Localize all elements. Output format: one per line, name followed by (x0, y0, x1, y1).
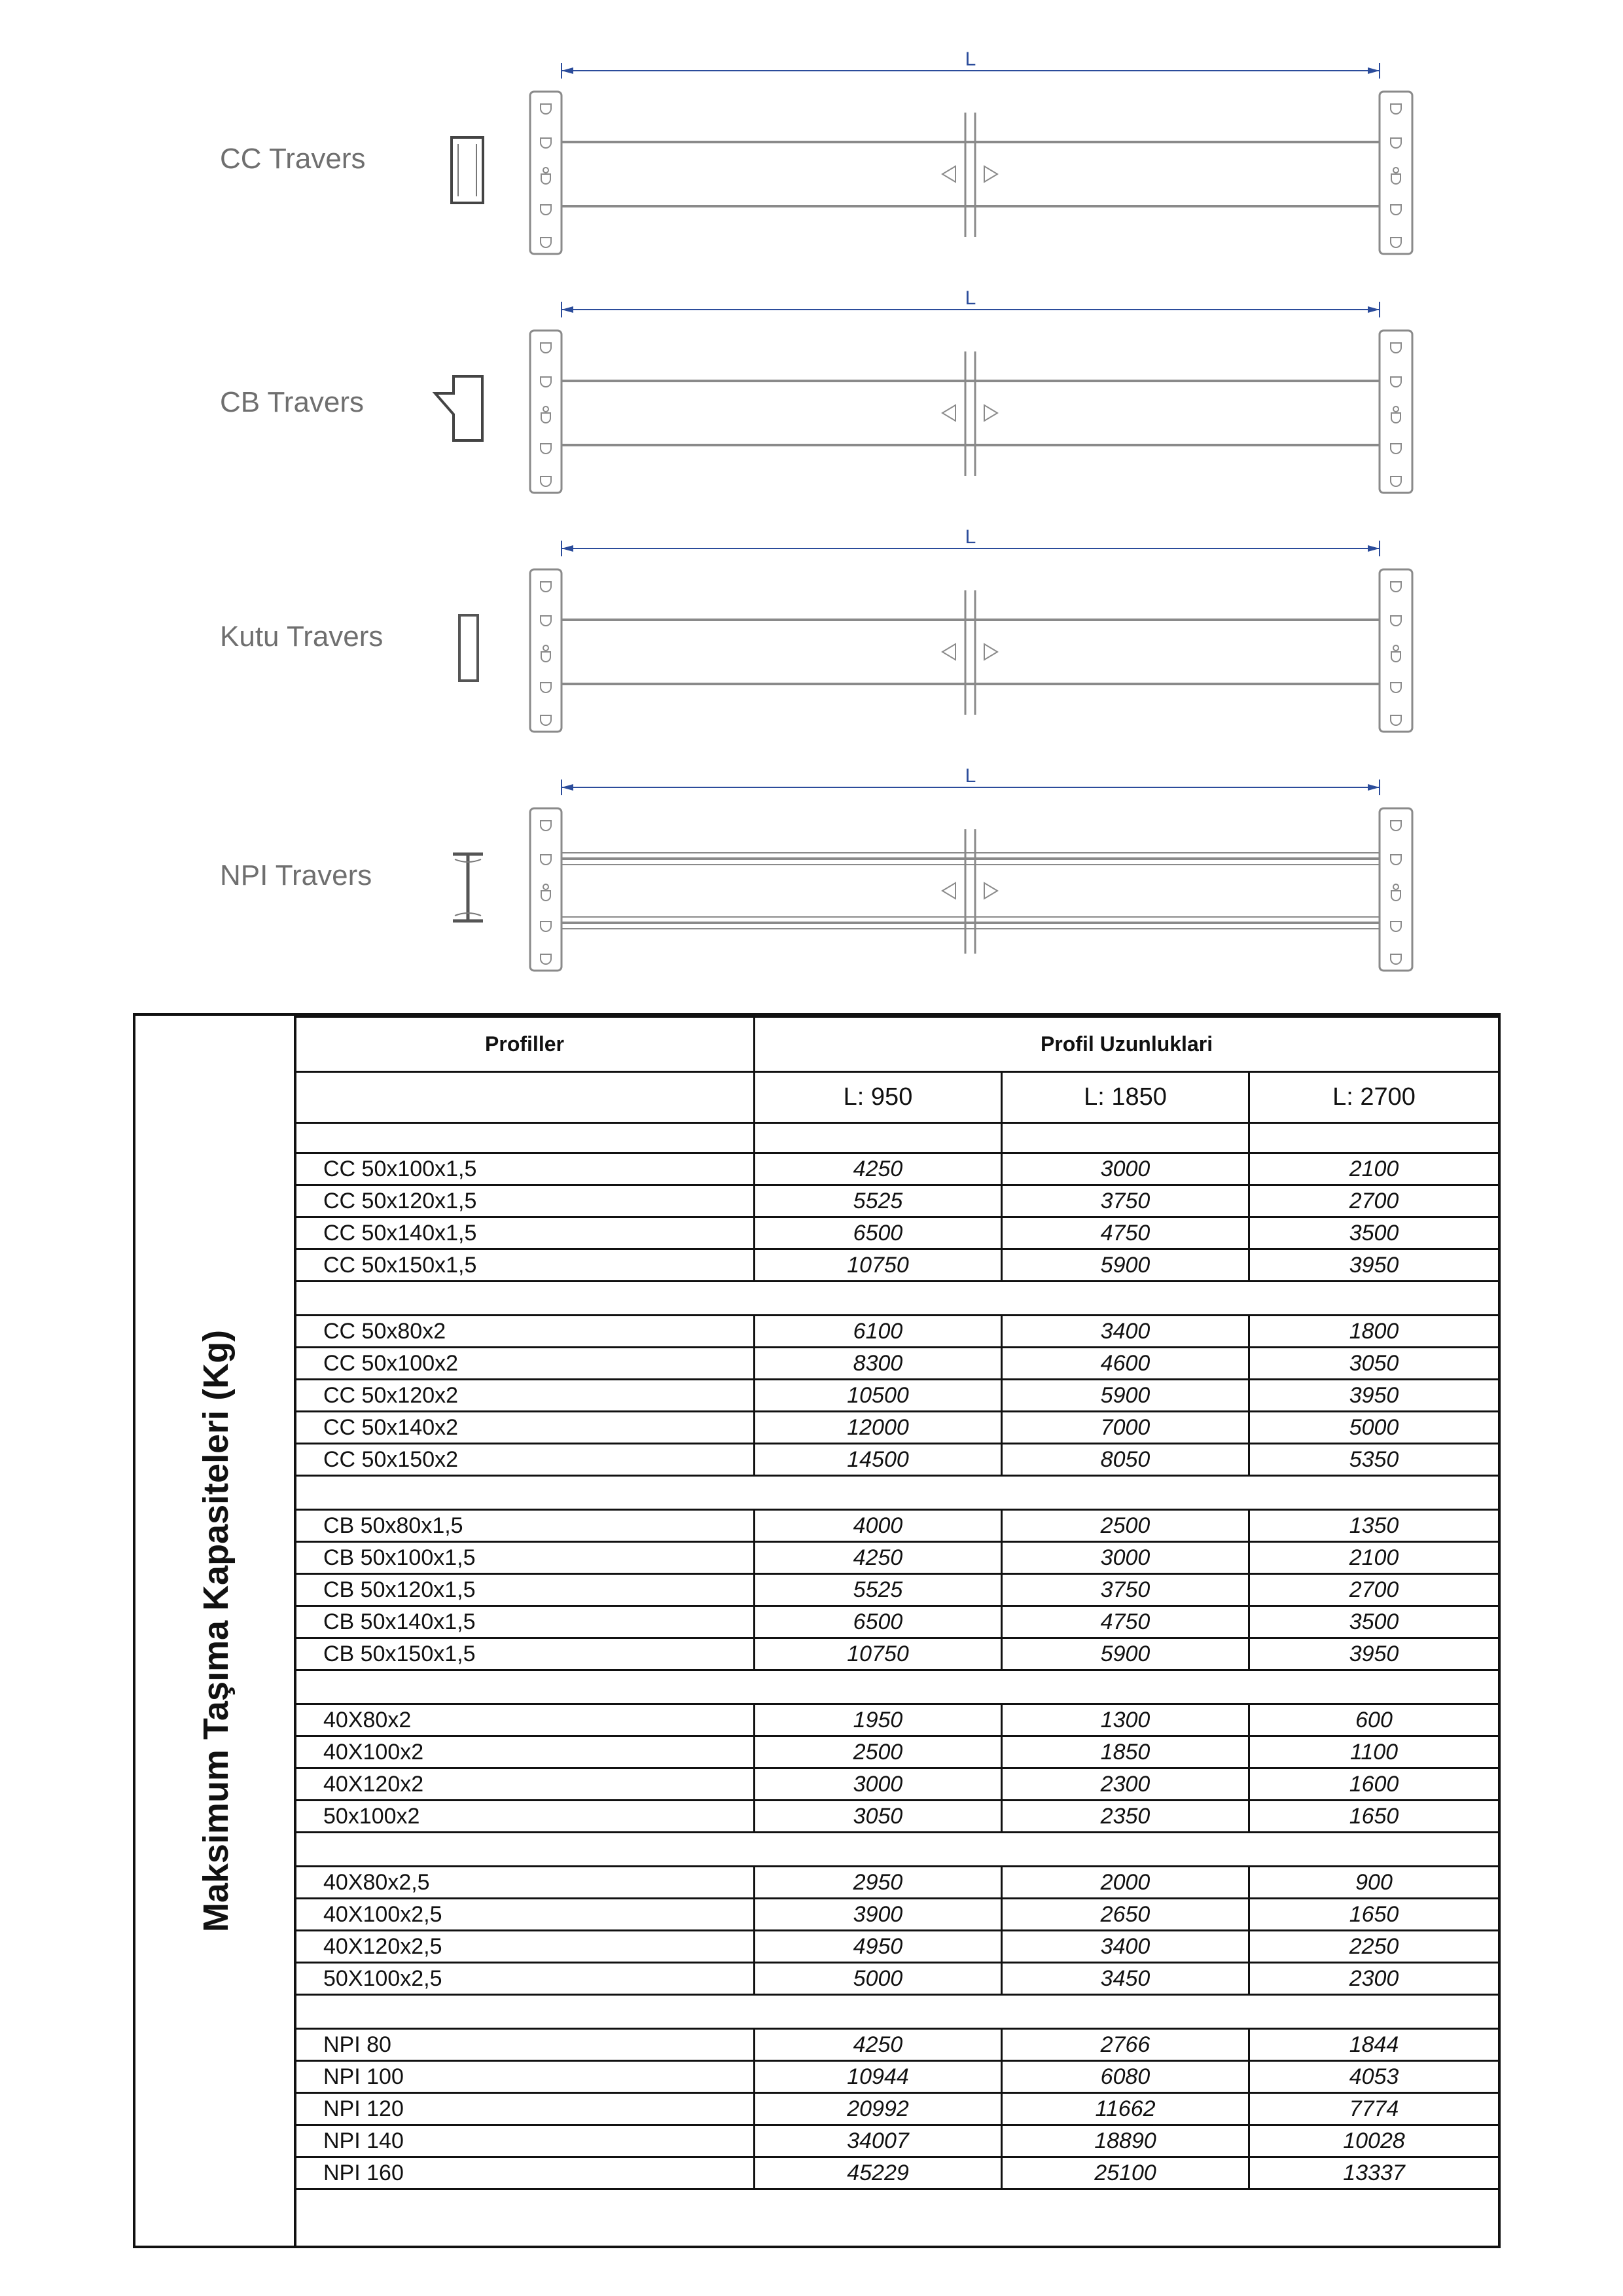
separator-cell (755, 1995, 1002, 2029)
beam-label: NPI Travers (220, 859, 372, 891)
capacity-value-cell: 2000 (1002, 1867, 1249, 1899)
table-row (295, 1412, 1499, 1444)
separator-cell (755, 1476, 1002, 1510)
slot-hole-icon (1393, 884, 1399, 889)
separator-cell (755, 1123, 1002, 1153)
triangle-left-icon (942, 405, 955, 421)
slot-hole-icon (1391, 683, 1401, 692)
slot-hole-icon (1393, 168, 1399, 173)
capacity-value-cell: 3000 (1002, 1153, 1249, 1185)
capacity-value-cell: 45229 (755, 2157, 1002, 2189)
dimension-arrow-left-icon (562, 784, 573, 791)
triangle-left-icon (942, 166, 955, 182)
profile-name-cell: NPI 80 (295, 2029, 755, 2061)
group-separator-row (295, 1282, 1499, 1316)
separator-cell (1249, 1282, 1499, 1316)
slot-hole-icon (541, 238, 551, 247)
table-row (295, 1574, 1499, 1606)
group-separator-row (295, 1476, 1499, 1510)
capacity-table (294, 1016, 1500, 2190)
table-row (295, 1380, 1499, 1412)
slot-hole-icon (541, 616, 551, 626)
capacity-value-cell: 4750 (1002, 1217, 1249, 1249)
separator-cell (755, 1282, 1002, 1316)
capacity-value-cell: 3050 (1249, 1348, 1499, 1380)
slot-hole-icon (541, 476, 551, 486)
table-row (295, 1867, 1499, 1899)
table-row (295, 2157, 1499, 2189)
slot-hole-icon (541, 413, 550, 423)
side-title-cell (135, 1016, 296, 2246)
capacity-value-cell: 6100 (755, 1316, 1002, 1348)
profile-name-cell: CB 50x80x1,5 (295, 1510, 755, 1542)
capacity-value-cell: 14500 (755, 1444, 1002, 1476)
slot-hole-icon (543, 884, 548, 889)
table-row (295, 1931, 1499, 1963)
triangle-right-icon (984, 883, 997, 899)
slot-hole-icon (541, 652, 550, 662)
slot-hole-icon (1391, 238, 1401, 247)
slot-hole-icon (1391, 476, 1401, 486)
profile-name-cell: CC 50x150x2 (295, 1444, 755, 1476)
slot-hole-icon (1391, 343, 1401, 353)
slot-hole-icon (541, 377, 551, 387)
slot-hole-icon (1391, 413, 1400, 423)
capacity-value-cell: 2300 (1249, 1963, 1499, 1995)
capacity-value-cell: 10750 (755, 1249, 1002, 1282)
length-1850: L: 1850 (1002, 1072, 1249, 1123)
triangle-left-icon (942, 644, 955, 660)
profile-name-cell: CC 50x100x2 (295, 1348, 755, 1380)
dimension-arrow-right-icon (1368, 67, 1380, 74)
profile-name-cell: 40X120x2 (295, 1768, 755, 1801)
slot-hole-icon (1391, 138, 1401, 148)
table-row (295, 1704, 1499, 1736)
beam-label: Kutu Travers (220, 620, 383, 653)
table-row (295, 1638, 1499, 1670)
table-row (295, 1185, 1499, 1217)
capacity-value-cell: 7000 (1002, 1412, 1249, 1444)
profile-name-cell: 40X80x2,5 (295, 1867, 755, 1899)
beam-svg (0, 278, 1623, 494)
capacity-value-cell: 3000 (1002, 1542, 1249, 1574)
profile-name-cell: 50X100x2,5 (295, 1963, 755, 1995)
table-row (295, 1736, 1499, 1768)
slot-hole-icon (541, 343, 551, 353)
profile-name-cell: CC 50x140x1,5 (295, 1217, 755, 1249)
separator-cell (1249, 1476, 1499, 1510)
capacity-value-cell: 2100 (1249, 1542, 1499, 1574)
separator-cell (1002, 1282, 1249, 1316)
capacity-value-cell: 10944 (755, 2061, 1002, 2093)
separator-cell (1002, 1476, 1249, 1510)
capacity-value-cell: 2700 (1249, 1574, 1499, 1606)
capacity-value-cell: 5350 (1249, 1444, 1499, 1476)
capacity-value-cell: 5900 (1002, 1249, 1249, 1282)
capacity-value-cell: 3750 (1002, 1185, 1249, 1217)
capacity-value-cell: 25100 (1002, 2157, 1249, 2189)
table-row (295, 2125, 1499, 2157)
slot-hole-icon (543, 645, 548, 651)
capacity-value-cell: 10028 (1249, 2125, 1499, 2157)
profile-name-cell: NPI 140 (295, 2125, 755, 2157)
table-row (295, 1768, 1499, 1801)
length-row (295, 1072, 1499, 1123)
triangle-right-icon (984, 644, 997, 660)
table-body (295, 1123, 1499, 2189)
capacity-value-cell: 3750 (1002, 1574, 1249, 1606)
slot-hole-icon (543, 406, 548, 412)
capacity-value-cell: 2650 (1002, 1899, 1249, 1931)
triangle-right-icon (984, 166, 997, 182)
slot-hole-icon (541, 174, 550, 184)
group-separator-row (295, 1670, 1499, 1704)
profile-name-cell: CB 50x140x1,5 (295, 1606, 755, 1638)
separator-cell (1249, 1833, 1499, 1867)
capacity-value-cell: 12000 (755, 1412, 1002, 1444)
capacity-value-cell: 3950 (1249, 1249, 1499, 1282)
table-row (295, 1963, 1499, 1995)
dimension-label: L (965, 287, 976, 309)
separator-cell (755, 1670, 1002, 1704)
capacity-value-cell: 5000 (755, 1963, 1002, 1995)
capacity-value-cell: 4950 (755, 1931, 1002, 1963)
capacity-value-cell: 1650 (1249, 1801, 1499, 1833)
profile-name-cell: 40X100x2,5 (295, 1899, 755, 1931)
capacity-value-cell: 34007 (755, 2125, 1002, 2157)
capacity-value-cell: 18890 (1002, 2125, 1249, 2157)
capacity-value-cell: 4250 (755, 1542, 1002, 1574)
capacity-value-cell: 7774 (1249, 2093, 1499, 2125)
slot-hole-icon (1391, 174, 1400, 184)
profile-name-cell: NPI 120 (295, 2093, 755, 2125)
table-row (295, 1348, 1499, 1380)
capacity-value-cell: 4250 (755, 1153, 1002, 1185)
slot-hole-icon (541, 922, 551, 931)
capacity-value-cell: 1950 (755, 1704, 1002, 1736)
table-row (295, 1249, 1499, 1282)
separator-cell (295, 1476, 755, 1510)
capacity-value-cell: 2350 (1002, 1801, 1249, 1833)
capacity-value-cell: 5000 (1249, 1412, 1499, 1444)
length-2700: L: 2700 (1249, 1072, 1499, 1123)
beam-label: CB Travers (220, 386, 365, 418)
capacity-value-cell: 4000 (755, 1510, 1002, 1542)
beam-svg (0, 756, 1623, 972)
capacity-value-cell: 1300 (1002, 1704, 1249, 1736)
capacity-value-cell: 3950 (1249, 1638, 1499, 1670)
capacity-value-cell: 2250 (1249, 1931, 1499, 1963)
header-profiles: Profiller (295, 1017, 755, 1072)
capacity-value-cell: 5900 (1002, 1380, 1249, 1412)
box-profile-icon (459, 615, 478, 681)
slot-hole-icon (1391, 855, 1401, 865)
slot-hole-icon (1391, 582, 1401, 592)
npi-profile-icon (453, 854, 483, 921)
separator-cell (1002, 1995, 1249, 2029)
dimension-label: L (965, 765, 976, 787)
dimension-arrow-right-icon (1368, 545, 1380, 552)
slot-hole-icon (1391, 954, 1401, 964)
slot-hole-icon (541, 104, 551, 114)
profile-name-cell: CC 50x80x2 (295, 1316, 755, 1348)
table-row (295, 2093, 1499, 2125)
profile-name-cell: 40X120x2,5 (295, 1931, 755, 1963)
triangle-right-icon (984, 405, 997, 421)
profile-name-cell: 40X100x2 (295, 1736, 755, 1768)
slot-hole-icon (1391, 652, 1400, 662)
capacity-value-cell: 4053 (1249, 2061, 1499, 2093)
capacity-value-cell: 8300 (755, 1348, 1002, 1380)
capacity-value-cell: 3950 (1249, 1380, 1499, 1412)
capacity-value-cell: 3050 (755, 1801, 1002, 1833)
capacity-value-cell: 5900 (1002, 1638, 1249, 1670)
slot-hole-icon (1393, 406, 1399, 412)
separator-cell (295, 1995, 755, 2029)
profile-name-cell: NPI 100 (295, 2061, 755, 2093)
capacity-value-cell: 10500 (755, 1380, 1002, 1412)
beam-svg (0, 39, 1623, 255)
capacity-value-cell: 600 (1249, 1704, 1499, 1736)
slot-hole-icon (1391, 715, 1401, 725)
capacity-value-cell: 1100 (1249, 1736, 1499, 1768)
capacity-value-cell: 3900 (755, 1899, 1002, 1931)
capacity-value-cell: 5525 (755, 1574, 1002, 1606)
capacity-value-cell: 3500 (1249, 1217, 1499, 1249)
table-row (295, 1510, 1499, 1542)
capacity-value-cell: 3400 (1002, 1316, 1249, 1348)
profile-name-cell: CB 50x120x1,5 (295, 1574, 755, 1606)
slot-hole-icon (541, 891, 550, 901)
separator-cell (295, 1123, 755, 1153)
capacity-value-cell: 3500 (1249, 1606, 1499, 1638)
table-row (295, 1316, 1499, 1348)
dimension-arrow-left-icon (562, 545, 573, 552)
cb-profile-icon (435, 376, 482, 440)
profile-name-cell: 50x100x2 (295, 1801, 755, 1833)
capacity-value-cell: 11662 (1002, 2093, 1249, 2125)
capacity-value-cell: 6080 (1002, 2061, 1249, 2093)
slot-hole-icon (1391, 616, 1401, 626)
table-row (295, 2029, 1499, 2061)
profile-name-cell: 40X80x2 (295, 1704, 755, 1736)
capacity-value-cell: 6500 (755, 1217, 1002, 1249)
slot-hole-icon (1393, 645, 1399, 651)
profile-name-cell: CC 50x150x1,5 (295, 1249, 755, 1282)
capacity-value-cell: 2500 (1002, 1510, 1249, 1542)
slot-hole-icon (1391, 444, 1401, 454)
capacity-value-cell: 10750 (755, 1638, 1002, 1670)
capacity-value-cell: 13337 (1249, 2157, 1499, 2189)
slot-hole-icon (1391, 377, 1401, 387)
beam-drawing-4 (0, 756, 1623, 972)
separator-cell (1249, 1123, 1499, 1153)
slot-hole-icon (1391, 821, 1401, 831)
header-lengths: Profil Uzunluklari (755, 1017, 1499, 1072)
profile-name-cell: CC 50x120x1,5 (295, 1185, 755, 1217)
profile-name-cell: CC 50x120x2 (295, 1380, 755, 1412)
cc-profile-icon (452, 137, 483, 203)
beam-drawing-1 (0, 39, 1623, 255)
slot-hole-icon (541, 444, 551, 454)
capacity-table-frame (133, 1013, 1501, 2248)
capacity-value-cell: 3400 (1002, 1931, 1249, 1963)
length-blank-cell (295, 1072, 755, 1123)
capacity-value-cell: 1350 (1249, 1510, 1499, 1542)
beam-label: CC Travers (220, 143, 366, 175)
slot-hole-icon (1391, 104, 1401, 114)
slot-hole-icon (541, 683, 551, 692)
table-row (295, 1153, 1499, 1185)
capacity-value-cell: 2500 (755, 1736, 1002, 1768)
table-row (295, 1542, 1499, 1574)
capacity-value-cell: 4250 (755, 2029, 1002, 2061)
capacity-value-cell: 2950 (755, 1867, 1002, 1899)
slot-hole-icon (541, 855, 551, 865)
capacity-value-cell: 1844 (1249, 2029, 1499, 2061)
capacity-value-cell: 4600 (1002, 1348, 1249, 1380)
table-row (295, 1801, 1499, 1833)
profile-name-cell: CC 50x140x2 (295, 1412, 755, 1444)
beam-drawing-2 (0, 278, 1623, 494)
side-title: Maksimum Taşıma Kapasiteleri (Kg) (196, 1329, 236, 1933)
length-950: L: 950 (755, 1072, 1002, 1123)
slot-hole-icon (541, 205, 551, 215)
table-row (295, 2061, 1499, 2093)
separator-cell (755, 1833, 1002, 1867)
profile-name-cell: NPI 160 (295, 2157, 755, 2189)
capacity-value-cell: 4750 (1002, 1606, 1249, 1638)
profile-name-cell: CB 50x100x1,5 (295, 1542, 755, 1574)
slot-hole-icon (1391, 205, 1401, 215)
capacity-value-cell: 1800 (1249, 1316, 1499, 1348)
slot-hole-icon (541, 954, 551, 964)
table-row (295, 1899, 1499, 1931)
group-separator-row (295, 1995, 1499, 2029)
dimension-label: L (965, 526, 976, 548)
separator-cell (295, 1833, 755, 1867)
dimension-label: L (965, 48, 976, 70)
capacity-value-cell: 3450 (1002, 1963, 1249, 1995)
separator-cell (1249, 1670, 1499, 1704)
table-row (295, 1217, 1499, 1249)
group-separator-row (295, 1123, 1499, 1153)
dimension-arrow-right-icon (1368, 784, 1380, 791)
table-row (295, 1444, 1499, 1476)
slot-hole-icon (543, 168, 548, 173)
dimension-arrow-right-icon (1368, 306, 1380, 313)
capacity-value-cell: 8050 (1002, 1444, 1249, 1476)
capacity-value-cell: 1650 (1249, 1899, 1499, 1931)
header-row (295, 1017, 1499, 1072)
triangle-left-icon (942, 883, 955, 899)
dimension-arrow-left-icon (562, 306, 573, 313)
separator-cell (1002, 1123, 1249, 1153)
capacity-value-cell: 5525 (755, 1185, 1002, 1217)
group-separator-row (295, 1833, 1499, 1867)
profile-name-cell: CB 50x150x1,5 (295, 1638, 755, 1670)
slot-hole-icon (541, 821, 551, 831)
profile-name-cell: CC 50x100x1,5 (295, 1153, 755, 1185)
slot-hole-icon (541, 715, 551, 725)
capacity-value-cell: 1850 (1002, 1736, 1249, 1768)
capacity-value-cell: 2700 (1249, 1185, 1499, 1217)
separator-cell (1249, 1995, 1499, 2029)
slot-hole-icon (541, 138, 551, 148)
separator-cell (295, 1282, 755, 1316)
capacity-value-cell: 20992 (755, 2093, 1002, 2125)
capacity-value-cell: 3000 (755, 1768, 1002, 1801)
separator-cell (1002, 1833, 1249, 1867)
beam-drawing-3 (0, 517, 1623, 733)
slot-hole-icon (1391, 891, 1400, 901)
capacity-value-cell: 2300 (1002, 1768, 1249, 1801)
capacity-value-cell: 900 (1249, 1867, 1499, 1899)
slot-hole-icon (1391, 922, 1401, 931)
separator-cell (295, 1670, 755, 1704)
separator-cell (1002, 1670, 1249, 1704)
slot-hole-icon (541, 582, 551, 592)
capacity-value-cell: 2766 (1002, 2029, 1249, 2061)
capacity-value-cell: 6500 (755, 1606, 1002, 1638)
capacity-value-cell: 1600 (1249, 1768, 1499, 1801)
dimension-arrow-left-icon (562, 67, 573, 74)
capacity-value-cell: 2100 (1249, 1153, 1499, 1185)
beam-svg (0, 517, 1623, 733)
table-row (295, 1606, 1499, 1638)
